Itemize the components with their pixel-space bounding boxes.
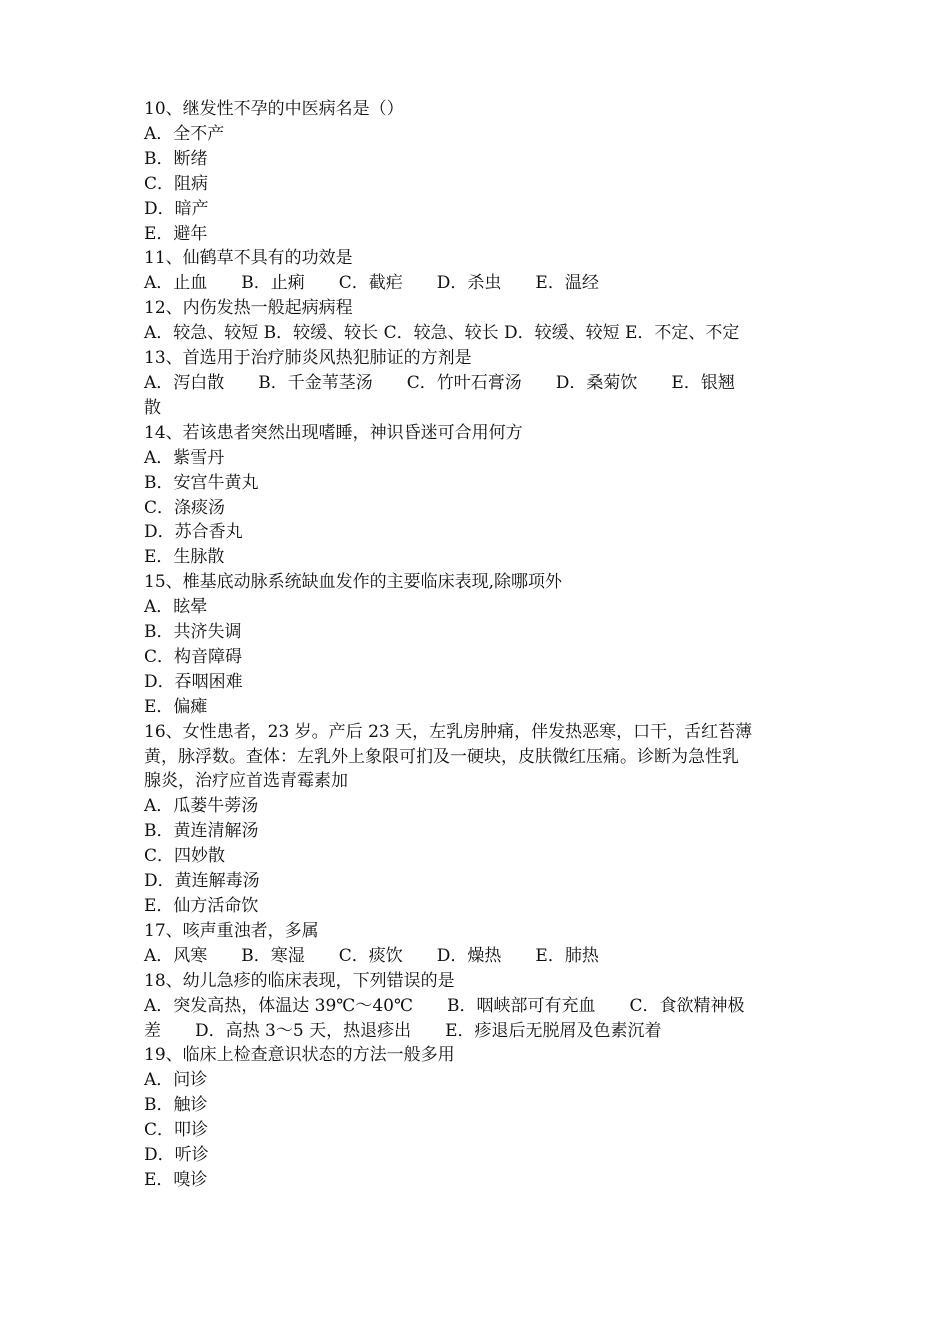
text-line: E．生脉散 — [144, 547, 225, 568]
text-line: A．泻白散 B．千金苇茎汤 C．竹叶石膏汤 D．桑菊饮 E．银翘 — [144, 372, 735, 393]
text-line: A．问诊 — [144, 1070, 208, 1091]
text-line: D．黄连解毒汤 — [144, 871, 260, 892]
text-line: E．偏瘫 — [144, 696, 208, 717]
text-line: C．涤痰汤 — [144, 497, 226, 518]
text-line: 差 D．高热 3～5 天，热退疹出 E．疹退后无脱屑及色素沉着 — [144, 1020, 662, 1041]
text-line: A．较急、较短 B．较缓、较长 C．较急、较长 D．较缓、较短 E．不定、不定 — [144, 323, 740, 344]
text-line: C．阻病 — [144, 173, 209, 194]
text-line: A．紫雪丹 — [144, 447, 225, 468]
question-text: 16、女性患者，23 岁。产后 23 天，左乳房肿痛，伴发热恶寒，口干，舌红苔薄 — [144, 721, 753, 742]
question-text: 10、继发性不孕的中医病名是（） — [144, 99, 404, 119]
question-text: 14、若该患者突然出现嗜睡，神识昏迷可合用何方 — [144, 422, 523, 443]
text-line: A．风寒 B．寒湿 C．痰饮 D．燥热 E．肺热 — [144, 945, 599, 966]
text-line: E．仙方活命饮 — [144, 896, 259, 916]
text-line: E．避年 — [144, 223, 208, 244]
text-line: A．全不产 — [144, 123, 225, 144]
question-text: 12、内伤发热一般起病病程 — [144, 298, 353, 319]
document-page — [144, 97, 824, 1193]
question-text: 18、幼儿急疹的临床表现，下列错误的是 — [144, 970, 455, 991]
text-line: B．共济失调 — [144, 622, 242, 643]
text-line: A．止血 B．止痢 C．截疟 D．杀虫 E．温经 — [144, 273, 599, 294]
question-text: 15、椎基底动脉系统缺血发作的主要临床表现,除哪项外 — [144, 572, 563, 593]
question-text: 13、首选用于治疗肺炎风热犯肺证的方剂是 — [144, 348, 472, 369]
text-line: C．四妙散 — [144, 846, 226, 867]
text-line: 黄，脉浮数。查体：左乳外上象限可扪及一硬块，皮肤微红压痛。诊断为急性乳 — [144, 746, 739, 767]
text-line: B．触诊 — [144, 1095, 208, 1116]
question-text: 11、仙鹤草不具有的功效是 — [144, 248, 353, 269]
text-line: D．苏合香丸 — [144, 522, 243, 543]
text-line: D．吞咽困难 — [144, 671, 243, 692]
text-line: C．叩诊 — [144, 1120, 209, 1141]
text-line: B．断绪 — [144, 148, 208, 169]
text-line: A．瓜蒌牛蒡汤 — [144, 796, 259, 817]
text-line: C．构音障碍 — [144, 646, 243, 667]
text-line: A．眩晕 — [144, 597, 208, 618]
text-line: A．突发高热，体温达 39℃～40℃ B．咽峡部可有充血 C．食欲精神极 — [144, 995, 745, 1016]
text-line: D．暗产 — [144, 198, 209, 219]
text-line: B．安宫牛黄丸 — [144, 472, 259, 493]
text-line: B．黄连清解汤 — [144, 821, 259, 842]
question-text: 19、临床上检查意识状态的方法一般多用 — [144, 1045, 455, 1066]
text-line: D．听诊 — [144, 1145, 209, 1166]
text-line: 腺炎，治疗应首选青霉素加 — [144, 771, 348, 792]
question-text: 17、咳声重浊者，多属 — [144, 920, 319, 941]
text-line: 散 — [144, 397, 161, 418]
text-line: E．嗅诊 — [144, 1169, 208, 1190]
